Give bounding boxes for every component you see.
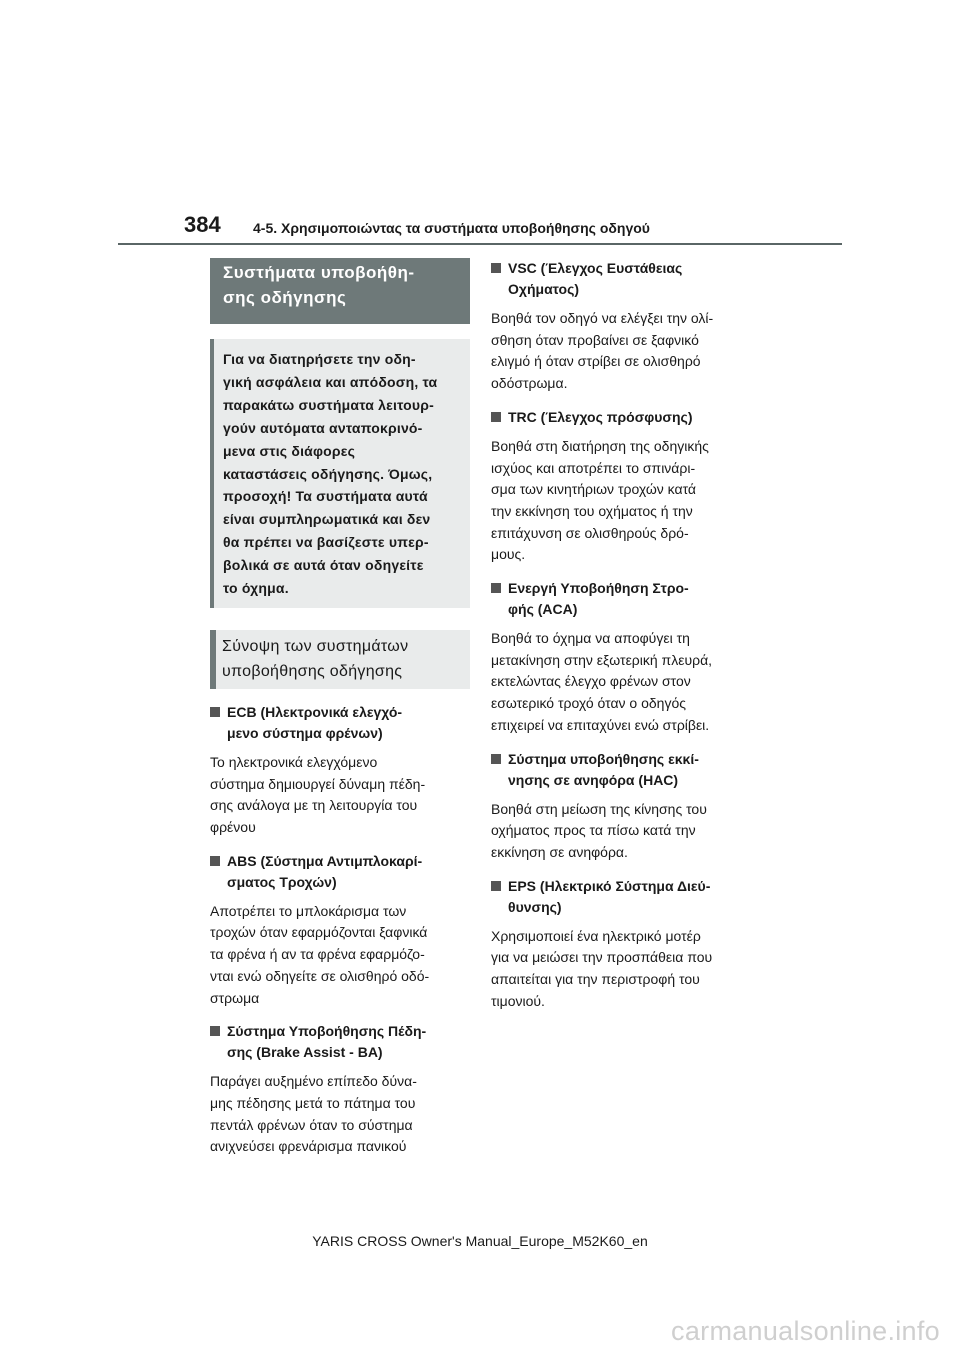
summary-heading <box>210 630 470 689</box>
intro-line: το όχημα. <box>223 580 289 597</box>
desc-line: Αποτρέπει το μπλοκάρισμα των <box>210 902 407 919</box>
desc-line: σθηση όταν προβαίνει σε ξαφνικό <box>491 331 699 348</box>
page-number: 384 <box>184 212 221 237</box>
intro-box <box>210 339 470 608</box>
feature-title-line: Σύστημα Υποβοήθησης Πέδη- <box>227 1023 427 1040</box>
square-bullet-icon <box>210 856 220 866</box>
desc-line: επιτάχυνση σε ολισθηρούς δρό- <box>491 524 689 541</box>
desc-line: οχήματος προς τα πίσω κατά την <box>491 822 696 839</box>
desc-line: μης πέδησης μετά το πάτημα του <box>210 1095 416 1111</box>
feature-title-line: VSC (Έλεγχος Ευστάθειας <box>508 260 683 276</box>
feature-abs <box>210 851 470 1010</box>
feature-description <box>210 752 470 839</box>
feature-title <box>210 1021 470 1063</box>
desc-line: την εκκίνηση του οχήματος ή την <box>491 502 693 519</box>
desc-line: επιχειρεί να επιταχύνει ενώ στρίβει. <box>491 716 710 733</box>
square-bullet-icon <box>491 263 501 273</box>
square-bullet-icon <box>491 583 501 593</box>
feature-description <box>210 901 470 1010</box>
square-bullet-icon <box>210 707 220 717</box>
left-feature-list <box>210 702 470 1158</box>
intro-line: γική ασφάλεια και απόδοση, τα <box>223 373 438 390</box>
feature-description <box>491 436 753 566</box>
feature-aca <box>491 578 753 737</box>
feature-ecb <box>210 702 470 839</box>
feature-title-line: θυνσης) <box>508 898 562 915</box>
feature-eps <box>491 876 753 1013</box>
desc-line: ελιγμό ή όταν στρίβει σε ολισθηρό <box>491 353 701 370</box>
square-bullet-icon <box>491 881 501 891</box>
desc-line: ισχύος και αποτρέπει το σπινάρι- <box>491 459 696 476</box>
desc-line: Χρησιμοποιεί ένα ηλεκτρικό μοτέρ <box>491 927 701 944</box>
feature-title <box>491 258 753 300</box>
desc-line: στρωμα <box>210 989 260 1006</box>
square-bullet-icon <box>491 412 501 422</box>
desc-line: τιμονιού. <box>491 992 545 1009</box>
intro-line: βολικά σε αυτά όταν οδηγείτε <box>223 557 424 574</box>
intro-line: Για να διατηρήσετε την οδη- <box>223 351 416 367</box>
feature-title-line: ECB (Ηλεκτρονικά ελεγχό- <box>227 703 403 720</box>
feature-title-line: Σύστημα υποβοήθησης εκκί- <box>508 750 699 767</box>
feature-title-line: φής (ACA) <box>508 601 578 618</box>
feature-description <box>491 308 753 395</box>
desc-line: σύστημα δημιουργεί δύναμη πέδη- <box>210 775 426 792</box>
square-bullet-icon <box>210 1026 220 1036</box>
feature-description <box>210 1071 470 1158</box>
desc-line: εσωτερικό τροχό όταν ο οδηγός <box>491 695 686 712</box>
square-bullet-icon <box>491 754 501 764</box>
feature-title <box>491 578 753 620</box>
feature-title-line: νησης σε ανηφόρα (HAC) <box>508 771 679 788</box>
desc-line: Παράγει αυξημένο επίπεδο δύνα- <box>210 1073 417 1090</box>
desc-line: Βοηθά το όχημα να αποφύγει τη <box>491 630 690 647</box>
feature-brake-assist <box>210 1021 470 1158</box>
desc-line: για να μειώσει την προσπάθεια που <box>491 949 713 966</box>
desc-line: σης ανάλογα με τη λειτουργία του <box>210 797 418 814</box>
intro-line: καταστάσεις οδήγησης. Όμως, <box>223 465 433 482</box>
feature-title <box>491 749 753 791</box>
desc-line: εκκίνηση σε ανηφόρα. <box>491 843 628 860</box>
desc-line: Βοηθά τον οδηγό να ελέγξει την ολί- <box>491 310 714 326</box>
desc-line: μους. <box>491 546 526 563</box>
feature-description <box>491 926 753 1013</box>
desc-line: πεντάλ φρένων όταν το σύστημα <box>210 1116 413 1133</box>
desc-line: απαιτείται για την περιστροφή του <box>491 971 700 988</box>
feature-title-line: μενο σύστημα φρένων) <box>227 724 383 741</box>
feature-title <box>210 851 470 893</box>
intro-line: προσοχή! Τα συστήματα αυτά <box>223 488 428 505</box>
desc-line: εκτελώντας έλεγχο φρένων στον <box>491 673 691 690</box>
intro-line: παρακάτω συστήματα λειτουρ- <box>223 396 434 413</box>
feature-trc <box>491 407 753 566</box>
desc-line: τα φρένα ή αν τα φρένα εφαρμόζο- <box>210 946 425 963</box>
intro-line: θα πρέπει να βασίζεστε υπερ- <box>223 534 429 551</box>
main-heading-line: Συστήματα υποβοήθη- <box>223 263 415 282</box>
feature-title <box>491 407 753 428</box>
feature-title-line: Ενεργή Υποβοήθηση Στρο- <box>508 580 689 597</box>
feature-title-line: ABS (Σύστημα Αντιμπλοκαρί- <box>227 852 423 869</box>
summary-heading-line: υποβοήθησης οδήγησης <box>222 662 403 680</box>
feature-title-line: σματος Τροχών) <box>227 873 337 890</box>
right-column <box>491 258 753 1012</box>
feature-description <box>491 628 753 737</box>
intro-line: γούν αυτόματα ανταποκρινό- <box>223 419 423 436</box>
intro-line: είναι συμπληρωματικά και δεν <box>223 511 431 528</box>
feature-hac <box>491 749 753 864</box>
main-heading <box>210 258 470 324</box>
desc-line: τροχών όταν εφαρμόζονται ξαφνικά <box>210 924 428 941</box>
desc-line: νται ενώ οδηγείτε σε ολισθηρό οδό- <box>210 967 430 984</box>
left-column <box>210 258 470 1158</box>
feature-title <box>210 702 470 744</box>
desc-line: Βοηθά στη μείωση της κίνησης του <box>491 800 707 817</box>
desc-line: Το ηλεκτρονικά ελεγχόμενο <box>210 753 378 770</box>
main-heading-line: σης οδήγησης <box>223 288 347 307</box>
summary-heading-line: Σύνοψη των συστημάτων <box>222 637 409 655</box>
desc-line: φρένου <box>210 819 256 836</box>
page-footer: YARIS CROSS Owner's Manual_Europe_M52K60_en <box>312 1233 648 1249</box>
feature-description <box>491 799 753 864</box>
desc-line: ανιχνεύσει φρενάρισμα πανικού <box>210 1138 407 1155</box>
feature-title-line: EPS (Ηλεκτρικό Σύστημα Διεύ- <box>508 877 711 894</box>
feature-vsc <box>491 258 753 395</box>
feature-title-line: σης (Brake Assist - BA) <box>227 1044 383 1061</box>
feature-title <box>491 876 753 918</box>
section-title: 4-5. Χρησιμοποιώντας τα συστήματα υποβοήθησης οδηγού <box>253 220 650 236</box>
intro-line: μενα στις διάφορες <box>223 442 356 459</box>
desc-line: Βοηθά στη διατήρηση της οδηγικής <box>491 437 709 454</box>
feature-title-line: Οχήματος) <box>508 281 580 297</box>
header-divider <box>118 243 842 245</box>
watermark: carmanualsonline.info <box>671 1316 940 1346</box>
desc-line: μετακίνηση στην εξωτερική πλευρά, <box>491 651 713 668</box>
desc-line: οδόστρωμα. <box>491 375 568 392</box>
desc-line: σμα των κινητήριων τροχών κατά <box>491 481 696 498</box>
feature-title-line: TRC (Έλεγχος πρόσφυσης) <box>508 408 693 425</box>
